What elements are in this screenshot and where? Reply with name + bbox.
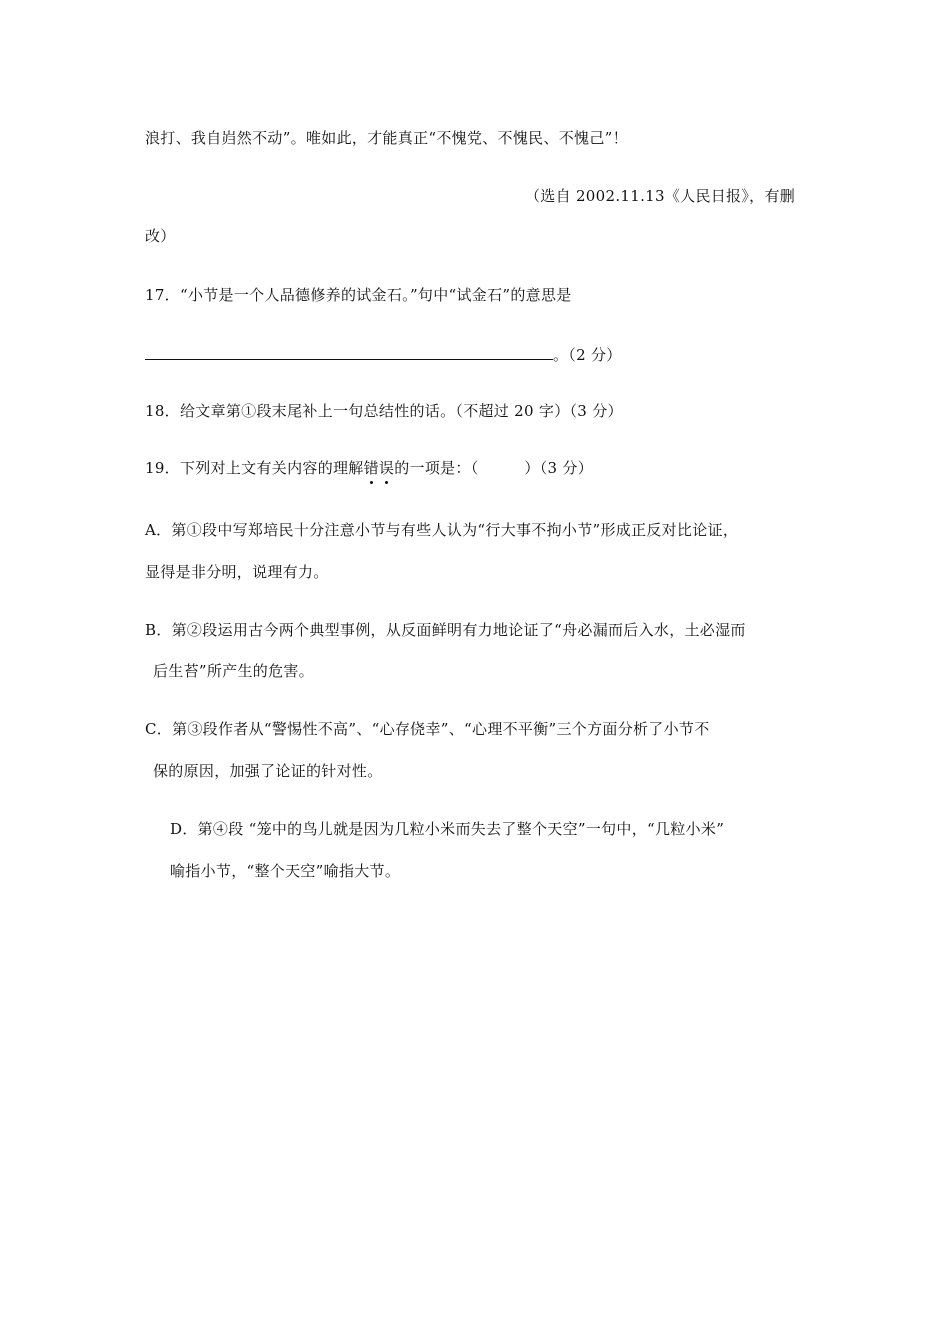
emphasis-char-2: 误 bbox=[378, 459, 395, 477]
source-citation-line1: （选自 2002.11.13《人民日报》，有删 bbox=[525, 187, 796, 205]
option-c-line1: C．第③段作者从“警惕性不高”、“心存侥幸”、“心理不平衡”三个方面分析了小节不 bbox=[145, 720, 710, 738]
option-b-line2: 后生苔”所产生的危害。 bbox=[153, 662, 314, 680]
emphasis-char-1: 错 bbox=[363, 459, 379, 477]
question-19-suffix: 的一项是：（ ）（3 分） bbox=[394, 459, 594, 477]
question-19-prefix: 19．下列对上文有关内容的理解 bbox=[145, 459, 364, 477]
question-17-stem: 17．“小节是一个人品德修养的试金石。”句中“试金石”的意思是 bbox=[145, 286, 572, 304]
option-a-line2: 显得是非分明，说理有力。 bbox=[145, 563, 329, 581]
option-c-line2: 保的原因，加强了论证的针对性。 bbox=[153, 762, 383, 780]
passage-ending-line: 浪打、我自岿然不动”。唯如此，才能真正“不愧党、不愧民、不愧己”！ bbox=[145, 129, 628, 147]
option-a-line1: A．第①段中写郑培民十分注意小节与有些人认为“行大事不拘小节”形成正反对比论证， bbox=[145, 521, 739, 539]
option-d-line2: 喻指小节，“整个天空”喻指大节。 bbox=[170, 862, 401, 880]
question-17-score: 。（2 分） bbox=[553, 346, 622, 364]
question-18: 18．给文章第①段末尾补上一句总结性的话。（不超过 20 字）（3 分） bbox=[145, 402, 623, 420]
answer-blank[interactable] bbox=[145, 343, 553, 360]
source-citation-line2: 改） bbox=[145, 227, 176, 245]
option-d-line1: D．第④段 “笼中的鸟儿就是因为几粒小米而失去了整个天空”一句中，“几粒小米” bbox=[170, 820, 725, 838]
question-17-answer-line bbox=[145, 343, 622, 365]
option-b-line1: B．第②段运用古今两个典型事例，从反面鲜明有力地论证了“舟必漏而后入水，土必湿而 bbox=[145, 621, 746, 639]
question-19 bbox=[145, 458, 593, 478]
